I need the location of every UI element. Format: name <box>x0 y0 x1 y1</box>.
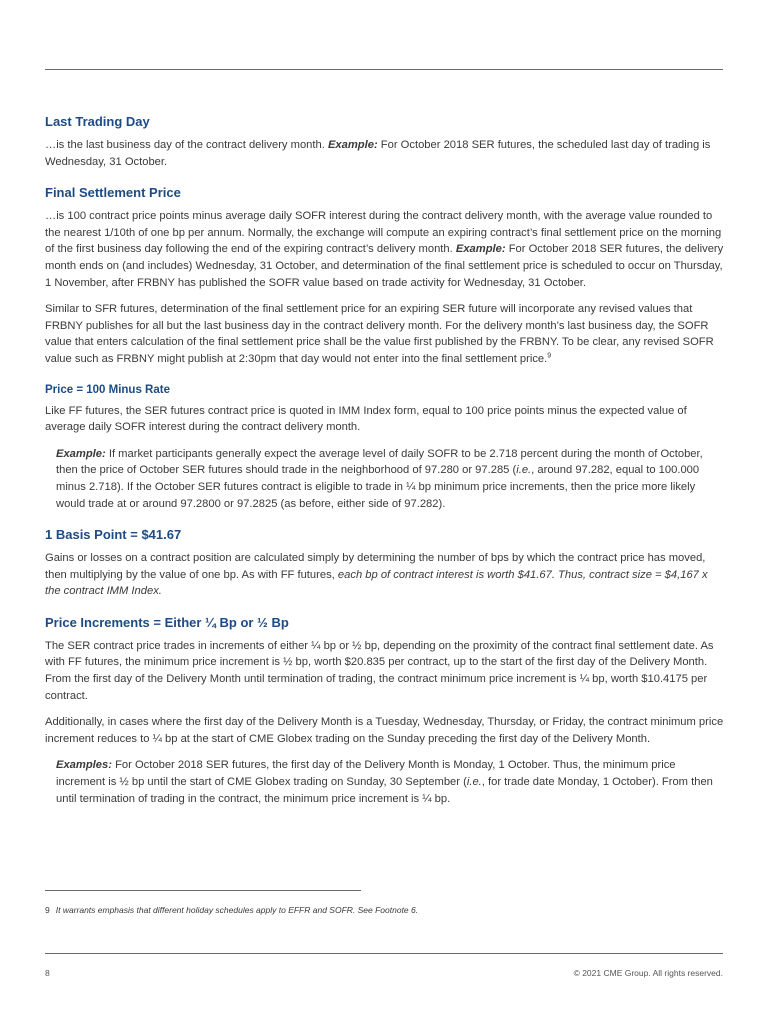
copyright-notice: © 2021 CME Group. All rights reserved. <box>573 968 723 978</box>
text: Gains or losses on a contract position are calculated simply by determining the number of bps by which the contract price has moved, then multiplying by the value of one bp. As with FF futures, <box>45 552 706 581</box>
section-price-increments <box>45 615 725 807</box>
heading-price-increments: Price Increments = Either ¼ Bp or ½ Bp <box>45 614 289 630</box>
example-paragraph <box>45 757 725 807</box>
paragraph: Like FF futures, the SER futures contract price is quoted in IMM Index form, equal to 100 price points minus the expected value of average daily SOFR interest during the contract delivery month. <box>45 404 687 434</box>
heading-final-settlement-price: Final Settlement Price <box>45 185 181 201</box>
text: For October 2018 SER futures, the first day of the Delivery Month is Monday, 1 October. Thus, the minimum price increment is ½ bp until the start of CME Globex trading on Sunday, 30 September ( <box>56 759 676 789</box>
text: i.e. <box>466 776 482 789</box>
page-number: 8 <box>45 968 50 978</box>
text: For October 2018 SER futures, the scheduled last day of trading is Wednesday, 31 October. <box>45 139 711 168</box>
footnote-rule <box>45 890 361 891</box>
heading-basis-point: 1 Basis Point = $41.67 <box>45 527 182 543</box>
footnote-reference: 9 <box>547 352 552 360</box>
paragraph <box>45 550 725 600</box>
heading-price-minus-rate: Price = 100 Minus Rate <box>45 383 170 396</box>
document-body <box>45 114 725 822</box>
paragraph <box>45 301 725 367</box>
footnote <box>45 905 418 915</box>
text: , around 97.282, equal to 100.000 minus 2.718). If the October SER futures contract is eligible to trade in ¼ bp minimum price increments, then the price more likely would trade at or around 97.2800 or 97.2825 (as before, either side of 97.282). <box>56 464 700 510</box>
example-label: Examples: <box>56 759 112 772</box>
example-label: Example: <box>327 139 378 151</box>
emphasis-text: each bp of contract interest is worth $41.67. Thus, contract size = $4,167 x the contract IMM Index. <box>45 568 708 598</box>
text: i.e. <box>516 464 532 477</box>
text: , for trade date Monday, 1 October). From then until termination of trading in the contract, the minimum price increment is ¼ bp. <box>56 776 713 805</box>
paragraph <box>45 137 725 170</box>
footnote-text: It warrants emphasis that different holiday schedules apply to EFFR and SOFR. See Footnote 6. <box>55 905 419 915</box>
header-rule <box>45 69 723 70</box>
example-label: Example: <box>56 447 106 460</box>
paragraph: The SER contract price trades in increments of either ¼ bp or ½ bp, depending on the proximity of the contract final settlement date. As with FF futures, the minimum price increment is ½ bp, worth $20.835 per contract, up to the start of the first day of the Delivery Month. From the first day of the Delivery Month until termination of trading, the contract minimum price increment is ¼ bp, worth $10.4175 per contract. <box>45 639 714 702</box>
footer-rule <box>45 953 723 954</box>
section-last-trading-day <box>45 114 725 170</box>
text: If market participants generally expect the average level of daily SOFR to be 2.718 percent during the month of October, then the price of October SER futures should trade in the neighborhood of 97.280 or 97.285 ( <box>56 447 703 477</box>
section-final-settlement-price <box>45 185 725 367</box>
text: …is 100 contract price points minus average daily SOFR interest during the contract delivery month, with the average value rounded to the nearest 1/10th of one bp per annum. Normally, the exchange will compute an expiring contract’s final settlement price on the morning of the first business day following the end of the expiring contract’s delivery month. <box>45 210 722 256</box>
text: Similar to SFR futures, determination of the final settlement price for an expiring SER future will incorporate any revised values that FRBNY publishes for all but the last business day in the contract delivery month. For the delivery month’s last business day, the SOFR value that enters calculation of the final settlement price shall be the value first published by the FRBNY. To be clear, any revised SOFR value such as FRBNY might publish at 2:30pm that day would not enter into the final settlement price. <box>45 303 714 365</box>
example-label: Example: <box>455 243 506 256</box>
paragraph: Additionally, in cases where the first day of the Delivery Month is a Tuesday, Wednesday, Thursday, or Friday, the contract minimum price increment reduces to ¼ bp at the start of CME Globex trading on the Sunday preceding the first day of the Delivery Month. <box>45 716 724 745</box>
section-basis-point <box>45 527 725 600</box>
example-paragraph <box>45 446 725 512</box>
heading-last-trading-day: Last Trading Day <box>45 114 150 129</box>
paragraph <box>45 208 725 291</box>
footnote-number: 9 <box>45 905 50 915</box>
section-price-minus-rate <box>45 383 725 513</box>
text: …is the last business day of the contract delivery month. <box>45 139 328 151</box>
text: For October 2018 SER futures, the delivery month ends on (and includes) Wednesday, 31 October, and determination of the final settlement price is scheduled to occur on Thursday, 1 November, after FRBNY has published the SOFR value based on trade activity for Wednesday, 31 October. <box>45 243 724 289</box>
